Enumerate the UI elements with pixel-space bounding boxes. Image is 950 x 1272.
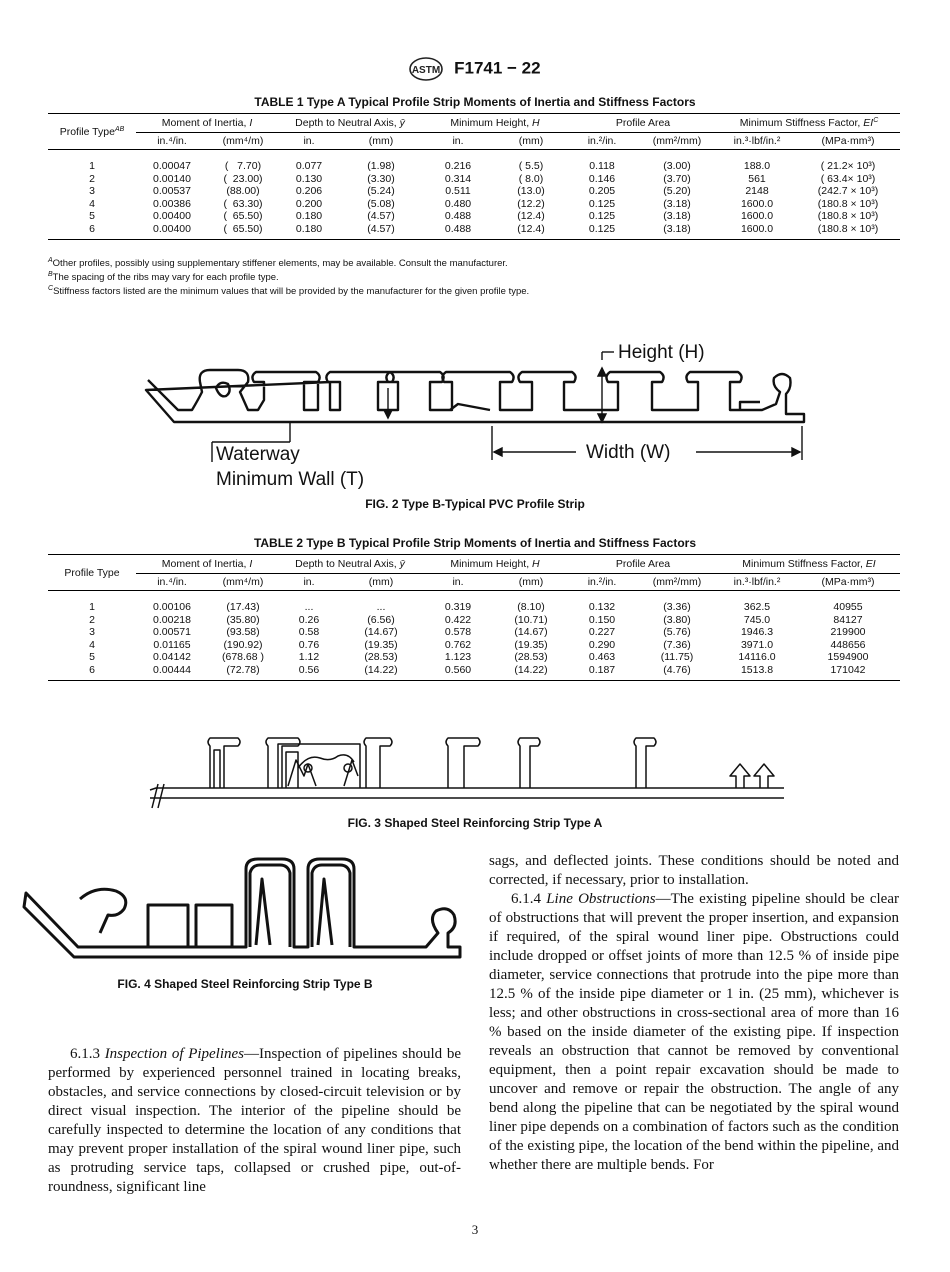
table1-group-depth: Depth to Neutral Axis, ȳ xyxy=(278,114,422,133)
table2-unit-header: in.³·lbf/in.² xyxy=(718,574,796,591)
table-cell: (35.80) xyxy=(226,613,260,626)
table-row xyxy=(48,160,900,173)
page-number: 3 xyxy=(471,1222,479,1237)
table-cell: 0.00140 xyxy=(153,172,191,185)
table-cell: ( 65.50) xyxy=(208,223,278,239)
table2-unit-header: (mm) xyxy=(494,574,568,591)
table-row xyxy=(48,614,900,627)
table-cell: 0.560 xyxy=(422,664,494,680)
table2-col-profile: Profile Type xyxy=(48,555,136,591)
table-cell: 1600.0 xyxy=(718,223,796,239)
table-cell: (5.24) xyxy=(367,185,395,198)
table-cell: 0.00047 xyxy=(153,160,191,172)
table-cell: (180.8 × 10³) xyxy=(817,210,879,223)
fig3-steel-strip-drawing xyxy=(148,728,808,813)
table-cell: (5.20) xyxy=(663,185,691,198)
table-cell: 448656 xyxy=(830,638,866,651)
table-cell: 171042 xyxy=(796,664,900,680)
table-cell: ( 8.0) xyxy=(518,172,544,185)
table-cell: (190.92) xyxy=(223,638,263,651)
paragraph-6-1-4: 6.1.4 Line Obstructions—The existing pipeline should be clear of obstructions that will prevent the proper insertion, and expansion if required, of the spiral wound liner pipe. Obstructions could include dropped or offset joints of more than 12.5 % of inside pipe diameter, service connections that protrude into the pipe more than 12.5 % of the inside pipe diameter or 1 in. (25 mm), whichever is less; and other obstructions in cross-sectional area of more than 16 % based on the inside diameter of the existing pipe. If inspection reveals an obstruction that cannot be removed by conventional equipment, then a point repair excavation should be made to uncover and remove or repair the obstruction. The angle of any bend along the pipeline that can be negotiated by the spiral wound liner pipe depends on a combination of factors such as the condition of the existing pipe, the location of the bend within the pipeline, and whether there are multiple bends. For xyxy=(489,891,899,1173)
table-cell: 0.488 xyxy=(422,223,494,239)
table-cell: (3.18) xyxy=(663,197,691,210)
table-cell: (5.08) xyxy=(367,197,395,210)
table-cell: 0.206 xyxy=(295,185,323,198)
table-cell: 2148 xyxy=(745,185,769,198)
table-cell: 4 xyxy=(89,638,95,651)
table-cell: 5 xyxy=(89,210,95,223)
table-cell: 2 xyxy=(89,172,95,185)
table1-group-height: Minimum Height, H xyxy=(422,114,568,133)
table-cell: 1946.3 xyxy=(740,626,774,639)
table-cell: 219900 xyxy=(830,626,866,639)
table1-note-b: $^B$The spacing of the ribs may vary for each profile type. xyxy=(48,271,279,283)
table2-unit-header: in. xyxy=(278,574,340,591)
table1-col-profile: Profile Type$^{AB}$ xyxy=(48,114,136,150)
table-cell: (3.70) xyxy=(663,172,691,185)
document-header xyxy=(0,57,950,81)
table-cell: (242.7 × 10³) xyxy=(817,185,879,198)
table-cell: 0.187 xyxy=(568,664,636,680)
table-cell: 0.125 xyxy=(588,197,616,210)
table-cell: 0.205 xyxy=(588,185,616,198)
table-cell: 561 xyxy=(748,172,766,185)
table-cell: 0.077 xyxy=(295,160,323,172)
table-cell: (12.4) xyxy=(494,223,568,239)
table-cell: 0.00571 xyxy=(153,626,191,639)
fig2-profile-outline xyxy=(146,370,804,422)
section-6-1-3 xyxy=(48,1045,461,1197)
table1-group-stiffness: Minimum Stiffness Factor, $EI^C$ xyxy=(718,114,900,133)
table-cell: (3.80) xyxy=(663,613,691,626)
table-cell: 0.480 xyxy=(444,197,472,210)
table-cell: 0.180 xyxy=(278,223,340,239)
table1-note-c: $^C$Stiffness factors listed are the minimum values that will be provided by the manufacturer for the given profile type. xyxy=(48,285,530,297)
table-row xyxy=(48,210,900,223)
table-cell: 5 xyxy=(89,651,95,664)
table-cell: 1.123 xyxy=(444,651,472,664)
table-cell: 0.200 xyxy=(295,197,323,210)
table-row xyxy=(48,626,900,639)
table-cell: 14116.0 xyxy=(738,651,776,664)
fig4-strip-outline xyxy=(24,859,460,957)
table-cell: 1 xyxy=(89,160,95,172)
table-cell: 0.76 xyxy=(298,638,320,651)
table-cell: 745.0 xyxy=(743,613,771,626)
table-cell: ( 63.30) xyxy=(223,197,263,210)
table-cell: (4.76) xyxy=(636,664,718,680)
table-cell: 0.00400 xyxy=(153,210,191,223)
fig3-strip-outline xyxy=(150,738,784,808)
table-cell: 0.01165 xyxy=(153,638,191,651)
table1-unit-header: in.³·lbf/in.² xyxy=(718,133,796,150)
table1-unit-header: (MPa·mm³) xyxy=(796,133,900,150)
table-cell: (93.58) xyxy=(226,626,260,639)
table2-unit-header: in.⁴/in. xyxy=(136,574,208,591)
table-cell: 3 xyxy=(89,185,95,198)
table-cell: 0.118 xyxy=(589,160,615,172)
table-cell: 0.26 xyxy=(298,613,320,626)
table-cell: (1.98) xyxy=(367,160,395,172)
table1-group-area: Profile Area xyxy=(568,114,718,133)
table2-unit-header: (mm) xyxy=(340,574,422,591)
table-cell: 0.314 xyxy=(444,172,472,185)
table-cell: 0.00218 xyxy=(153,613,191,626)
table-cell: (10.71) xyxy=(514,613,548,626)
table-cell: 0.130 xyxy=(295,172,323,185)
table-cell: (180.8 × 10³) xyxy=(817,197,879,210)
table-cell: (3.30) xyxy=(367,172,395,185)
table1-unit-header: in. xyxy=(422,133,494,150)
table-cell: 0.216 xyxy=(444,160,472,172)
table-row xyxy=(48,664,900,680)
table-cell: (11.75) xyxy=(660,651,694,664)
table2-group-depth: Depth to Neutral Axis, ȳ xyxy=(278,555,422,574)
table1-unit-header: in. xyxy=(278,133,340,150)
table-cell: 188.0 xyxy=(743,160,771,172)
table-cell: (28.53) xyxy=(514,651,548,664)
table-cell: 2 xyxy=(89,613,95,626)
table1-unit-header: (mm²/mm) xyxy=(636,133,718,150)
table1-unit-header: (mm) xyxy=(340,133,422,150)
table1-notes xyxy=(48,257,908,299)
table-cell: (8.10) xyxy=(517,601,545,613)
table-cell: 0.290 xyxy=(588,638,616,651)
table-cell: 3971.0 xyxy=(740,638,774,651)
table-cell: 0.00386 xyxy=(153,197,191,210)
table-cell: ... xyxy=(376,601,386,613)
table2-unit-header: (MPa·mm³) xyxy=(796,574,900,591)
table-cell: 0.511 xyxy=(445,185,471,198)
table-cell: 0.58 xyxy=(298,626,320,639)
section-6-1-4 xyxy=(489,852,899,1175)
table-cell: (14.22) xyxy=(494,664,568,680)
table-cell: (13.0) xyxy=(517,185,545,198)
table1-caption: TABLE 1 Type A Typical Profile Strip Moments of Inertia and Stiffness Factors xyxy=(254,95,696,109)
table-cell: 0.227 xyxy=(588,626,616,639)
table-cell: 0.04142 xyxy=(153,651,191,664)
table2-caption: TABLE 2 Type B Typical Profile Strip Moments of Inertia and Stiffness Factors xyxy=(253,536,697,550)
fig2-label-width: Width (W) xyxy=(586,442,671,463)
table-row xyxy=(48,639,900,652)
table-cell: 6 xyxy=(48,664,136,680)
table-cell: (678.68 ) xyxy=(221,651,265,664)
table-cell: ... xyxy=(304,601,314,613)
table-cell: ( 5.5) xyxy=(518,160,544,172)
table-cell: (72.78) xyxy=(208,664,278,680)
table-cell: (12.4) xyxy=(517,210,545,223)
table-row xyxy=(48,601,900,614)
table-cell: 1594900 xyxy=(827,651,869,664)
table-cell: (88.00) xyxy=(226,185,260,198)
table-row xyxy=(48,198,900,211)
table1-unit-header: (mm) xyxy=(494,133,568,150)
table2-unit-header: in.²/in. xyxy=(568,574,636,591)
fig2-label-min-wall: Minimum Wall (T) xyxy=(216,469,365,490)
table2-unit-header: (mm⁴/m) xyxy=(208,574,278,591)
table-cell: (4.57) xyxy=(367,210,395,223)
fig2-label-height: Height (H) xyxy=(618,342,705,363)
svg-text:ASTM: ASTM xyxy=(412,65,441,76)
table-cell: 1600.0 xyxy=(740,197,774,210)
table2 xyxy=(48,554,900,681)
fig2-label-waterway: Waterway xyxy=(216,444,300,465)
table2-group-area: Profile Area xyxy=(568,555,718,574)
table-cell: (17.43) xyxy=(226,601,260,613)
table1-note-a: $^A$Other profiles, possibly using supplementary stiffener elements, may be available. Consult the manufacturer. xyxy=(48,257,508,269)
table-cell: 0.463 xyxy=(588,651,616,664)
table-cell: 0.150 xyxy=(588,613,616,626)
table-cell: 1513.8 xyxy=(718,664,796,680)
fig2-caption: FIG. 2 Type B-Typical PVC Profile Strip xyxy=(365,497,585,511)
table-cell: ( 7.70) xyxy=(224,160,262,172)
table-cell: 1600.0 xyxy=(740,210,774,223)
table1-unit-header: in.⁴/in. xyxy=(136,133,208,150)
table-row xyxy=(48,223,900,239)
paragraph-6-1-3: 6.1.3 Inspection of Pipelines—Inspection of pipelines should be performed by experienced personnel trained in locating breaks, obstacles, and service connections by closed-circuit television or by direct visual inspection. The interior of the pipeline should be carefully inspected to determine the location of any conditions that may prevent proper installation of the spiral wound liner pipe, such as protruding service taps, collapsed or crushed pipe, out-of-roundness, significant line xyxy=(48,1046,462,1195)
table-cell: 4 xyxy=(89,197,95,210)
table-cell: (19.35) xyxy=(514,638,548,651)
table-cell: ( 63.4× 10³) xyxy=(820,172,876,185)
table-cell: (180.8 × 10³) xyxy=(796,223,900,239)
table-cell: 0.00444 xyxy=(136,664,208,680)
astm-logo-icon xyxy=(409,57,443,81)
table2-group-inertia: Moment of Inertia, I xyxy=(136,555,278,574)
table-cell: (6.56) xyxy=(367,613,395,626)
fig3-caption: FIG. 3 Shaped Steel Reinforcing Strip Type A xyxy=(347,816,603,830)
table2-unit-header: (mm²/mm) xyxy=(636,574,718,591)
table1-group-inertia: Moment of Inertia, I xyxy=(136,114,278,133)
table-cell: 0.180 xyxy=(295,210,323,223)
table-row xyxy=(48,173,900,186)
table-cell: (5.76) xyxy=(663,626,691,639)
table1-unit-header: (mm⁴/m) xyxy=(208,133,278,150)
table-cell: 0.319 xyxy=(444,601,472,613)
table-cell: 362.5 xyxy=(743,601,771,613)
table-cell: (14.67) xyxy=(364,626,398,639)
table-cell: 1.12 xyxy=(298,651,320,664)
table-cell: (14.22) xyxy=(340,664,422,680)
fig2-profile-drawing xyxy=(140,330,820,495)
fig2-dimension-lines xyxy=(212,352,802,462)
table-cell: (14.67) xyxy=(514,626,548,639)
table2-group-height: Minimum Height, H xyxy=(422,555,568,574)
table-cell: ( 21.2× 10³) xyxy=(820,160,876,172)
table-cell: 3 xyxy=(89,626,95,639)
fig4-caption: FIG. 4 Shaped Steel Reinforcing Strip Type B xyxy=(117,977,373,991)
table-cell: 84127 xyxy=(833,613,863,626)
table-cell: (3.18) xyxy=(636,223,718,239)
fig4-steel-strip-drawing xyxy=(20,855,470,970)
table-cell: ( 65.50) xyxy=(223,210,263,223)
table1-unit-header: in.²/in. xyxy=(568,133,636,150)
table-cell: 0.125 xyxy=(568,223,636,239)
table2-group-stiffness: Minimum Stiffness Factor, EI xyxy=(718,555,900,574)
table-cell: 0.578 xyxy=(444,626,472,639)
table-row xyxy=(48,651,900,664)
table-cell: 0.422 xyxy=(444,613,472,626)
table-cell: ( 23.00) xyxy=(223,172,263,185)
table-cell: 6 xyxy=(48,223,136,239)
table-cell: 0.00106 xyxy=(153,601,191,613)
table-cell: (3.00) xyxy=(663,160,691,172)
table1 xyxy=(48,113,900,240)
table-cell: 0.56 xyxy=(278,664,340,680)
table-cell: (7.36) xyxy=(663,638,691,651)
table-cell: (12.2) xyxy=(517,197,545,210)
table-cell: 40955 xyxy=(833,601,863,613)
table-cell: (3.36) xyxy=(663,601,691,613)
table-cell: 0.762 xyxy=(444,638,472,651)
table-row xyxy=(48,185,900,198)
table-cell: 0.488 xyxy=(444,210,472,223)
table-cell: 0.125 xyxy=(588,210,616,223)
table-cell: 0.132 xyxy=(588,601,616,613)
table-cell: 0.00537 xyxy=(153,185,191,198)
table-cell: 1 xyxy=(89,601,95,613)
table-cell: (3.18) xyxy=(663,210,691,223)
table-cell: 0.146 xyxy=(588,172,616,185)
table-cell: (19.35) xyxy=(364,638,398,651)
table2-unit-header: in. xyxy=(422,574,494,591)
standard-designation: F1741 − 22 xyxy=(454,58,541,78)
paragraph-continued: sags, and deflected joints. These conditions should be noted and corrected, if necessary, prior to installation. xyxy=(489,853,899,888)
table-cell: (28.53) xyxy=(364,651,398,664)
table-cell: 0.00400 xyxy=(136,223,208,239)
table-cell: (4.57) xyxy=(340,223,422,239)
